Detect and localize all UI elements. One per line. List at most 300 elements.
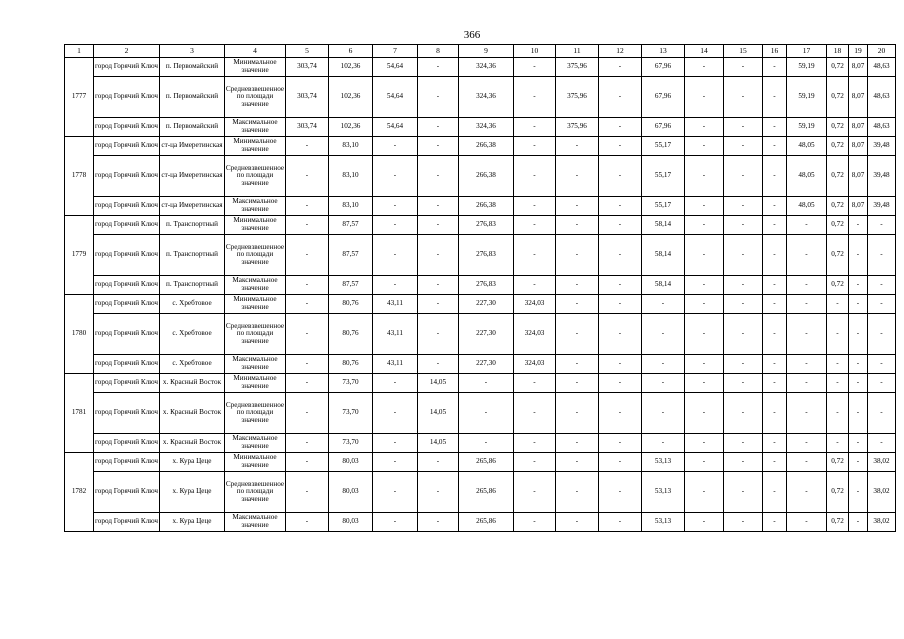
value-type-cell: Максимальное значение (225, 434, 286, 453)
value-cell: - (724, 276, 763, 295)
value-cell: - (724, 513, 763, 532)
area-cell: город Горячий Ключ (94, 513, 160, 532)
value-cell: 266,38 (459, 137, 514, 156)
page-number: 366 (463, 29, 481, 41)
table-row (65, 58, 896, 77)
value-cell: - (286, 453, 329, 472)
value-cell: 265,86 (459, 513, 514, 532)
table-row (65, 472, 896, 513)
value-cell: - (763, 77, 787, 118)
value-cell: - (556, 137, 599, 156)
value-cell: 266,38 (459, 197, 514, 216)
value-cell: 0,72 (827, 118, 849, 137)
value-cell: 8,07 (849, 156, 868, 197)
table-row (65, 77, 896, 118)
value-cell: 48,63 (868, 58, 896, 77)
table-row (65, 276, 896, 295)
column-header: 15 (724, 45, 763, 58)
value-cell: - (763, 197, 787, 216)
value-cell: - (599, 118, 642, 137)
value-cell: - (763, 513, 787, 532)
value-cell: - (599, 77, 642, 118)
value-cell: 53,13 (642, 453, 685, 472)
value-cell: - (642, 295, 685, 314)
place-cell: п. Транспортный (160, 216, 225, 235)
area-cell: город Горячий Ключ (94, 472, 160, 513)
value-cell: - (459, 374, 514, 393)
value-cell: - (849, 374, 868, 393)
value-cell: 48,63 (868, 118, 896, 137)
place-cell: с. Хребтовое (160, 355, 225, 374)
place-cell: х. Кура Цеце (160, 453, 225, 472)
value-cell: 303,74 (286, 58, 329, 77)
value-cell: 87,57 (329, 276, 373, 295)
value-cell: 14,05 (418, 434, 459, 453)
value-cell: 227,30 (459, 314, 514, 355)
value-cell: - (373, 472, 418, 513)
value-cell: 67,96 (642, 77, 685, 118)
value-cell: 43,11 (373, 295, 418, 314)
data-table (64, 44, 896, 532)
value-cell: - (599, 235, 642, 276)
value-cell: 73,70 (329, 434, 373, 453)
value-cell: - (685, 58, 724, 77)
column-header: 12 (599, 45, 642, 58)
value-cell: - (514, 374, 556, 393)
place-cell: п. Первомайский (160, 118, 225, 137)
value-cell: - (849, 314, 868, 355)
value-type-cell: Средневзвешенное по площади значение (225, 472, 286, 513)
value-cell: 38,02 (868, 453, 896, 472)
value-cell: 80,03 (329, 453, 373, 472)
value-cell: - (868, 235, 896, 276)
value-cell: - (599, 314, 642, 355)
value-cell: 39,48 (868, 197, 896, 216)
table-row (65, 453, 896, 472)
value-cell: 8,07 (849, 58, 868, 77)
value-cell: - (556, 276, 599, 295)
value-cell: - (286, 374, 329, 393)
value-cell: - (685, 276, 724, 295)
value-cell: - (724, 453, 763, 472)
value-cell: - (286, 235, 329, 276)
value-cell: - (599, 355, 642, 374)
row-id-cell: 1779 (65, 216, 94, 295)
value-cell: - (763, 118, 787, 137)
value-cell: 58,14 (642, 235, 685, 276)
value-cell: - (763, 393, 787, 434)
place-cell: х. Кура Цеце (160, 513, 225, 532)
place-cell: п. Первомайский (160, 77, 225, 118)
value-cell: - (286, 137, 329, 156)
value-cell: - (763, 276, 787, 295)
value-type-cell: Максимальное значение (225, 355, 286, 374)
value-cell: - (556, 513, 599, 532)
value-cell: - (724, 197, 763, 216)
value-cell: - (514, 77, 556, 118)
value-cell: - (763, 295, 787, 314)
value-cell: - (787, 276, 827, 295)
area-cell: город Горячий Ключ (94, 276, 160, 295)
value-cell: - (514, 197, 556, 216)
value-cell: - (849, 472, 868, 513)
value-cell: - (286, 314, 329, 355)
column-header: 16 (763, 45, 787, 58)
value-cell: 227,30 (459, 295, 514, 314)
area-cell: город Горячий Ключ (94, 355, 160, 374)
value-cell: 39,48 (868, 137, 896, 156)
value-cell: - (724, 118, 763, 137)
value-cell: - (724, 374, 763, 393)
value-cell: - (514, 137, 556, 156)
value-cell: - (418, 472, 459, 513)
value-cell: - (763, 156, 787, 197)
value-cell: - (868, 374, 896, 393)
area-cell: город Горячий Ключ (94, 235, 160, 276)
value-cell: - (418, 355, 459, 374)
value-cell: - (827, 434, 849, 453)
value-cell: - (787, 434, 827, 453)
value-cell: 58,14 (642, 276, 685, 295)
table-row (65, 216, 896, 235)
value-cell: 53,13 (642, 513, 685, 532)
row-id-cell: 1782 (65, 453, 94, 532)
value-cell: - (685, 118, 724, 137)
value-cell: 324,03 (514, 295, 556, 314)
value-cell: - (286, 355, 329, 374)
column-header: 11 (556, 45, 599, 58)
value-cell: - (373, 393, 418, 434)
table-row (65, 434, 896, 453)
value-cell: - (286, 216, 329, 235)
value-cell: - (724, 355, 763, 374)
value-cell: - (685, 374, 724, 393)
value-cell: 80,76 (329, 295, 373, 314)
table-row (65, 197, 896, 216)
value-cell: - (763, 137, 787, 156)
place-cell: с. Хребтовое (160, 295, 225, 314)
value-cell: - (514, 216, 556, 235)
value-cell: - (373, 434, 418, 453)
value-cell: - (685, 235, 724, 276)
table-row (65, 374, 896, 393)
place-cell: х. Красный Восток (160, 374, 225, 393)
value-cell: - (599, 156, 642, 197)
value-cell: - (599, 513, 642, 532)
value-cell: - (286, 472, 329, 513)
value-cell: 324,36 (459, 58, 514, 77)
value-type-cell: Максимальное значение (225, 118, 286, 137)
column-header: 10 (514, 45, 556, 58)
area-cell: город Горячий Ключ (94, 58, 160, 77)
value-cell: 0,72 (827, 77, 849, 118)
value-cell: - (418, 58, 459, 77)
value-cell: - (787, 314, 827, 355)
value-cell: 303,74 (286, 77, 329, 118)
value-cell: 324,36 (459, 118, 514, 137)
area-cell: город Горячий Ключ (94, 453, 160, 472)
value-cell: - (418, 314, 459, 355)
value-cell: 0,72 (827, 216, 849, 235)
value-cell: - (685, 77, 724, 118)
value-type-cell: Минимальное значение (225, 58, 286, 77)
value-cell: 87,57 (329, 216, 373, 235)
value-type-cell: Максимальное значение (225, 513, 286, 532)
table-body (65, 58, 896, 532)
value-cell: - (787, 472, 827, 513)
table-row (65, 156, 896, 197)
value-cell: - (599, 393, 642, 434)
value-cell: - (763, 472, 787, 513)
value-cell: 102,36 (329, 77, 373, 118)
area-cell: город Горячий Ключ (94, 137, 160, 156)
value-cell: - (286, 513, 329, 532)
area-cell: город Горячий Ключ (94, 197, 160, 216)
value-cell: - (599, 58, 642, 77)
value-cell: 276,83 (459, 276, 514, 295)
value-cell: 8,07 (849, 77, 868, 118)
area-cell: город Горячий Ключ (94, 295, 160, 314)
column-header: 5 (286, 45, 329, 58)
value-cell: 59,19 (787, 77, 827, 118)
value-cell: - (599, 197, 642, 216)
column-header: 7 (373, 45, 418, 58)
value-cell: - (286, 393, 329, 434)
value-cell: - (787, 235, 827, 276)
row-id-cell: 1780 (65, 295, 94, 374)
value-cell: - (724, 472, 763, 513)
value-cell: - (868, 276, 896, 295)
value-cell: 54,64 (373, 77, 418, 118)
value-cell: - (849, 513, 868, 532)
value-cell: 39,48 (868, 156, 896, 197)
value-cell: 265,86 (459, 453, 514, 472)
value-type-cell: Минимальное значение (225, 216, 286, 235)
value-type-cell: Средневзвешенное по площади значение (225, 156, 286, 197)
area-cell: город Горячий Ключ (94, 434, 160, 453)
value-cell: 0,72 (827, 472, 849, 513)
value-cell: - (642, 434, 685, 453)
value-cell: - (724, 156, 763, 197)
value-cell: - (849, 453, 868, 472)
value-cell: - (787, 513, 827, 532)
value-cell: - (418, 156, 459, 197)
value-type-cell: Максимальное значение (225, 197, 286, 216)
value-cell: - (418, 295, 459, 314)
value-cell: - (459, 393, 514, 434)
column-header: 1 (65, 45, 94, 58)
value-cell: - (599, 276, 642, 295)
column-header: 17 (787, 45, 827, 58)
value-cell: 8,07 (849, 118, 868, 137)
value-cell: 59,19 (787, 58, 827, 77)
column-header: 14 (685, 45, 724, 58)
value-cell: - (724, 295, 763, 314)
value-cell: - (642, 314, 685, 355)
value-cell: - (724, 434, 763, 453)
value-cell: - (685, 314, 724, 355)
value-cell: 80,76 (329, 355, 373, 374)
value-cell: - (556, 295, 599, 314)
value-cell: 303,74 (286, 118, 329, 137)
value-cell: - (373, 137, 418, 156)
value-cell: - (849, 393, 868, 434)
column-header: 13 (642, 45, 685, 58)
area-cell: город Горячий Ключ (94, 393, 160, 434)
value-cell: - (827, 314, 849, 355)
value-cell: - (685, 216, 724, 235)
value-cell: - (556, 374, 599, 393)
value-cell: - (418, 77, 459, 118)
value-cell: - (849, 434, 868, 453)
value-cell: - (599, 453, 642, 472)
value-cell: - (685, 295, 724, 314)
value-cell: - (724, 235, 763, 276)
value-cell: - (514, 453, 556, 472)
value-cell: 375,96 (556, 58, 599, 77)
value-cell: - (373, 235, 418, 276)
place-cell: с. Хребтовое (160, 314, 225, 355)
value-type-cell: Минимальное значение (225, 453, 286, 472)
value-cell: - (599, 137, 642, 156)
column-header: 4 (225, 45, 286, 58)
value-cell: 38,02 (868, 472, 896, 513)
value-cell: 14,05 (418, 393, 459, 434)
value-cell: 54,64 (373, 118, 418, 137)
value-cell: - (418, 513, 459, 532)
value-cell: 83,10 (329, 137, 373, 156)
value-cell: - (685, 197, 724, 216)
value-cell: 0,72 (827, 137, 849, 156)
value-cell: - (556, 393, 599, 434)
value-cell: - (827, 374, 849, 393)
value-cell: - (373, 276, 418, 295)
value-cell: - (763, 216, 787, 235)
value-cell: 102,36 (329, 58, 373, 77)
value-cell: - (599, 434, 642, 453)
value-cell: 43,11 (373, 355, 418, 374)
value-cell: - (827, 393, 849, 434)
value-cell: - (685, 434, 724, 453)
value-cell: - (599, 374, 642, 393)
value-cell: 87,57 (329, 235, 373, 276)
value-type-cell: Минимальное значение (225, 295, 286, 314)
value-cell: - (286, 434, 329, 453)
value-cell: - (868, 355, 896, 374)
value-cell: 324,36 (459, 77, 514, 118)
value-cell: - (849, 276, 868, 295)
value-cell: 80,03 (329, 513, 373, 532)
value-cell: - (599, 295, 642, 314)
value-cell: - (373, 453, 418, 472)
place-cell: п. Транспортный (160, 235, 225, 276)
value-cell: 8,07 (849, 137, 868, 156)
value-cell: 67,96 (642, 118, 685, 137)
value-cell: - (787, 453, 827, 472)
row-id-cell: 1778 (65, 137, 94, 216)
value-cell: - (868, 393, 896, 434)
value-cell: - (724, 58, 763, 77)
value-cell: 276,83 (459, 216, 514, 235)
value-cell: - (827, 295, 849, 314)
value-cell: - (787, 374, 827, 393)
value-cell: 102,36 (329, 118, 373, 137)
value-cell: - (373, 197, 418, 216)
value-cell: 0,72 (827, 156, 849, 197)
value-cell: - (418, 137, 459, 156)
value-cell: - (868, 295, 896, 314)
value-cell: - (514, 434, 556, 453)
value-cell: - (763, 314, 787, 355)
value-cell: 48,63 (868, 77, 896, 118)
value-cell: - (724, 393, 763, 434)
area-cell: город Горячий Ключ (94, 118, 160, 137)
area-cell: город Горячий Ключ (94, 314, 160, 355)
value-cell: - (685, 137, 724, 156)
value-cell: - (373, 374, 418, 393)
value-cell: - (763, 453, 787, 472)
value-cell: - (685, 355, 724, 374)
table-row (65, 513, 896, 532)
value-cell: - (373, 156, 418, 197)
value-cell: - (514, 513, 556, 532)
value-cell: - (724, 216, 763, 235)
area-cell: город Горячий Ключ (94, 216, 160, 235)
value-cell: 324,03 (514, 314, 556, 355)
value-cell: - (724, 314, 763, 355)
value-cell: - (827, 355, 849, 374)
value-cell: - (556, 472, 599, 513)
value-cell: 0,72 (827, 513, 849, 532)
value-cell: 0,72 (827, 235, 849, 276)
value-cell: - (514, 472, 556, 513)
value-cell: - (514, 58, 556, 77)
value-cell: 375,96 (556, 77, 599, 118)
value-cell: 276,83 (459, 235, 514, 276)
value-cell: 59,19 (787, 118, 827, 137)
value-cell: - (418, 197, 459, 216)
value-cell: - (556, 235, 599, 276)
value-cell: - (685, 472, 724, 513)
value-cell: 38,02 (868, 513, 896, 532)
table-row (65, 137, 896, 156)
value-cell: 324,03 (514, 355, 556, 374)
table-row (65, 235, 896, 276)
column-header: 8 (418, 45, 459, 58)
value-cell: - (514, 235, 556, 276)
value-cell: - (418, 276, 459, 295)
column-header: 18 (827, 45, 849, 58)
value-cell: - (373, 216, 418, 235)
value-type-cell: Средневзвешенное по площади значение (225, 235, 286, 276)
value-cell: - (787, 393, 827, 434)
value-cell: - (849, 355, 868, 374)
value-cell: - (599, 216, 642, 235)
value-cell: - (685, 453, 724, 472)
value-cell: - (556, 156, 599, 197)
value-cell: 266,38 (459, 156, 514, 197)
value-cell: 73,70 (329, 374, 373, 393)
value-cell: - (286, 197, 329, 216)
value-cell: - (418, 118, 459, 137)
value-cell: - (514, 276, 556, 295)
place-cell: п. Первомайский (160, 58, 225, 77)
value-cell: - (763, 58, 787, 77)
value-cell: 80,76 (329, 314, 373, 355)
value-cell: - (286, 295, 329, 314)
value-cell: 14,05 (418, 374, 459, 393)
value-cell: 53,13 (642, 472, 685, 513)
